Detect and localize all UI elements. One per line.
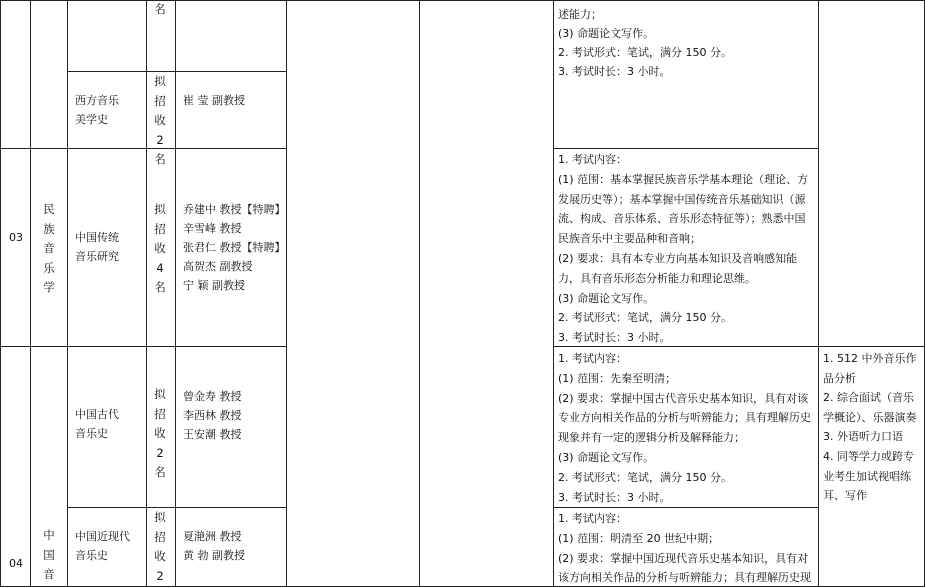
vertical-char: 拟 <box>154 510 166 524</box>
quota-vertical <box>153 385 167 483</box>
vertical-char: 民 <box>43 202 55 216</box>
exam-line: (3) 命题论文写作。 <box>558 27 655 40</box>
vertical-char: 收 <box>154 241 166 255</box>
col-border <box>553 0 554 587</box>
vertical-char: 音 <box>43 567 55 581</box>
subfield-name: 中国传统 音乐研究 <box>75 231 119 263</box>
exam-requirements <box>558 5 732 81</box>
advisors: 夏滟洲 教授 黄 勃 副教授 <box>183 530 245 562</box>
exam-requirements: 1. 考试内容： (1) 范围：先秦至明清； (2) 要求：掌握中国古代音乐史基本知识，具有对该 专业方向相关作品的分析与听辨能力；具有理解历史 现象并有一定的逻辑分析及解释能力； (3) 命题论文写作。 2. 考试形式：笔试，满分 150 分。 3. 考试时长：3 小时。 <box>558 352 811 504</box>
exam-line: 述能力； <box>558 8 602 21</box>
vertical-char: 名 <box>154 465 166 479</box>
quota-fragment <box>153 0 167 20</box>
table-top-border <box>0 0 925 1</box>
vertical-char: 收 <box>154 426 166 440</box>
vertical-char: 名 <box>154 152 166 166</box>
vertical-char: 4 <box>156 260 164 275</box>
vertical-char: 招 <box>154 221 166 236</box>
row-divider <box>67 71 286 72</box>
vertical-char: 音 <box>43 241 55 255</box>
subfield-name: 中国古代 音乐史 <box>75 408 119 440</box>
exam-requirements: 1. 考试内容： (1) 范围：明清至 20 世纪中期； (2) 要求：掌握中国近现代音乐史基本知识，具有对 该方向相关作品的分析与听辨能力；具有理解历史现 <box>558 512 811 585</box>
vertical-char: 乐 <box>43 260 55 275</box>
department-vertical <box>42 200 56 298</box>
vertical-char: 2 <box>156 445 164 460</box>
col-border <box>30 0 31 587</box>
vertical-char: 拟 <box>154 74 166 88</box>
vertical-char: 名 <box>154 280 166 294</box>
advisors: 崔 莹 副教授 <box>183 94 245 107</box>
col-border <box>818 0 819 587</box>
advisors: 曾金寿 教授 李西林 教授 王安潮 教授 <box>183 390 242 441</box>
advisors: 乔建中 教授【特聘】 辛雪峰 教授 张君仁 教授【特聘】 高贺杰 副教授 宁 颖 副教授 <box>183 203 286 292</box>
row-divider <box>0 148 286 149</box>
program-number: 03 <box>9 231 23 244</box>
subfield-name: 中国近现代 音乐史 <box>75 530 130 562</box>
vertical-char: 2 <box>156 568 164 583</box>
col-border <box>67 0 68 587</box>
vertical-char: 拟 <box>154 387 166 401</box>
col-border <box>286 0 287 587</box>
subfield-name: 西方音乐 美学史 <box>75 94 119 126</box>
vertical-char: 收 <box>154 549 166 563</box>
vertical-char: 中 <box>43 528 55 542</box>
vertical-char: 名 <box>154 2 166 16</box>
vertical-char: 学 <box>43 280 55 294</box>
vertical-char: 收 <box>154 113 166 127</box>
row-divider <box>0 346 286 347</box>
retest-subjects: 1. 512 中外音乐作 品分析 2. 综合面试（音乐 学概论）、乐器演奏 3. 外语听力口语 4. 同等学力或跨专 业考生加试视唱练 耳、写作 <box>823 352 917 503</box>
vertical-char: 2 <box>156 132 164 147</box>
vertical-char: 国 <box>43 547 55 562</box>
vertical-char: 招 <box>154 529 166 544</box>
col-border <box>0 0 1 587</box>
department-vertical <box>42 526 56 585</box>
row-divider <box>553 148 818 149</box>
exam-requirements: 1. 考试内容： (1) 范围：基本掌握民族音乐学基本理论（理论、方 发展历史等）；基本掌握中国传统音乐基础知识（源 流、构成、音乐体系、音乐形态特征等）；熟悉中国 民族音乐中主要品种和音响； (2) 要求：具有本专业方向基本知识及音响感知能 力，具有音乐形态分析能力和理论思维。 (3) 命题论文写作。 2. 考试形式：笔试，满分 150 分。 3. 考试时长：3 小时。 <box>558 153 809 345</box>
col-border <box>175 0 176 587</box>
program-number: 04 <box>9 557 23 570</box>
quota-vertical <box>153 72 167 170</box>
row-divider <box>67 507 286 508</box>
exam-line: 3. 考试时长：3 小时。 <box>558 65 671 78</box>
vertical-char: 拟 <box>154 202 166 216</box>
col-border <box>419 0 420 587</box>
col-border <box>146 0 147 587</box>
quota-vertical <box>153 200 167 298</box>
vertical-char: 招 <box>154 93 166 108</box>
exam-line: 2. 考试形式：笔试，满分 150 分。 <box>558 46 732 59</box>
vertical-char: 族 <box>43 221 55 236</box>
vertical-char: 招 <box>154 406 166 421</box>
quota-vertical <box>153 508 167 586</box>
